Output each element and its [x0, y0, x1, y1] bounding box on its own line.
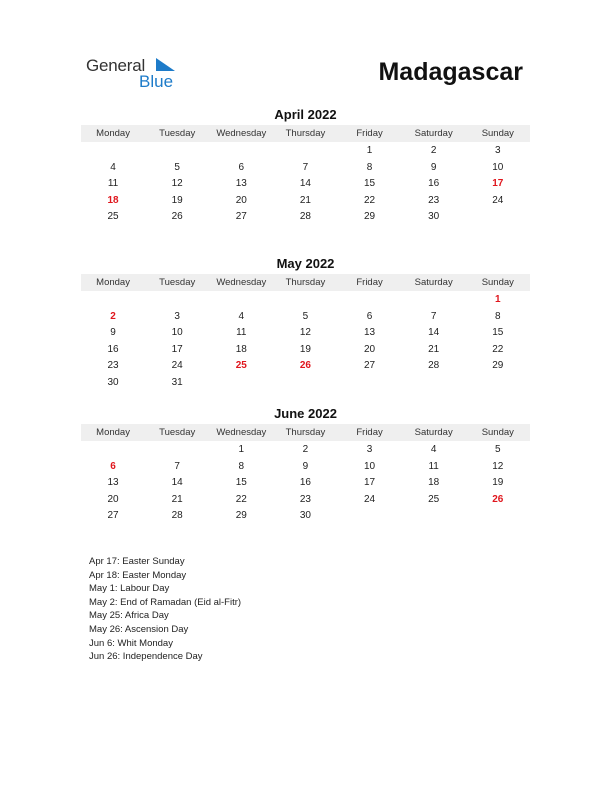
- day-cell: [338, 375, 402, 392]
- holiday-item: Apr 17: Easter Sunday: [89, 556, 185, 567]
- day-cell: 7: [302, 161, 309, 173]
- day-cell: 12: [492, 460, 504, 472]
- day-cell: 7: [430, 310, 437, 322]
- month-title: April 2022: [274, 107, 337, 122]
- weekday-label: Saturday: [414, 277, 453, 288]
- weekday-label: Friday: [356, 128, 383, 139]
- day-cell: 19: [492, 477, 504, 489]
- day-cell: 7: [174, 460, 180, 472]
- day-cell: [145, 292, 209, 309]
- weekday-header: [81, 424, 530, 441]
- day-cell: 1: [238, 444, 245, 455]
- day-cell: 11: [428, 460, 439, 472]
- weekday-label: Saturday: [414, 128, 453, 139]
- day-cell: 18: [235, 343, 247, 355]
- week-row: [81, 442, 530, 459]
- weekday-label: Thursday: [285, 128, 326, 139]
- day-cell: 5: [302, 310, 309, 322]
- week-row: [81, 292, 530, 309]
- holiday-list: [89, 555, 241, 664]
- day-cell: 8: [495, 310, 501, 322]
- day-cell: 21: [428, 343, 440, 355]
- holiday-item: May 26: Ascension Day: [89, 623, 189, 635]
- day-cell: 25: [428, 493, 440, 505]
- holiday-item: Jun 6: Whit Monday: [89, 637, 173, 649]
- day-cell: 3: [495, 145, 501, 156]
- month-title: June 2022: [274, 406, 337, 421]
- day-cell: [209, 143, 273, 160]
- day-cell: 10: [492, 161, 504, 173]
- day-cell: 27: [364, 360, 376, 372]
- holiday-day-cell: 26: [492, 493, 504, 505]
- day-cell: 30: [428, 211, 440, 223]
- weekday-label: Thursday: [285, 427, 326, 438]
- day-cell: 9: [110, 327, 116, 339]
- day-cell: 19: [299, 343, 311, 355]
- weekday-label: Tuesday: [159, 128, 196, 139]
- week-row: [81, 176, 530, 193]
- week-row: [81, 459, 530, 476]
- weekday-label: Friday: [356, 277, 383, 288]
- weekday-label: Monday: [96, 277, 130, 288]
- month-title: May 2022: [276, 256, 335, 271]
- weekday-label: Sunday: [481, 277, 514, 288]
- day-cell: 20: [107, 493, 119, 505]
- day-cell: [81, 143, 145, 160]
- day-cell: 24: [171, 360, 183, 372]
- day-cell: 12: [299, 327, 311, 339]
- week-row: [81, 475, 530, 492]
- day-cell: 13: [107, 477, 119, 489]
- day-cell: [209, 375, 273, 392]
- day-cell: 3: [174, 310, 180, 322]
- day-cell: [145, 442, 209, 459]
- day-cell: 21: [299, 194, 311, 206]
- day-cell: [466, 375, 530, 392]
- week-row: [81, 309, 530, 326]
- day-cell: [273, 143, 337, 160]
- day-cell: 27: [235, 211, 247, 223]
- weekday-label: Tuesday: [159, 277, 196, 288]
- day-cell: [402, 375, 466, 392]
- day-cell: 15: [235, 477, 247, 489]
- brand-logo: [86, 56, 186, 92]
- weekday-label: Sunday: [481, 128, 514, 139]
- day-cell: 23: [299, 493, 311, 505]
- day-cell: 16: [299, 477, 311, 489]
- holiday-day-cell: 1: [495, 294, 501, 305]
- day-cell: 4: [110, 161, 116, 173]
- day-cell: 25: [107, 211, 119, 223]
- day-cell: 2: [302, 444, 309, 455]
- logo-triangle-icon: [154, 58, 176, 72]
- month-weeks: [81, 441, 530, 525]
- day-cell: 28: [428, 360, 440, 372]
- day-cell: 11: [107, 178, 119, 190]
- day-cell: 5: [495, 444, 501, 455]
- day-cell: 28: [299, 211, 311, 223]
- week-row: [81, 325, 530, 342]
- day-cell: 13: [364, 327, 376, 339]
- logo-word-blue: Blue: [139, 72, 174, 91]
- day-cell: 29: [492, 360, 504, 372]
- day-cell: 29: [235, 510, 247, 522]
- week-row: [81, 508, 530, 525]
- day-cell: 1: [366, 145, 373, 156]
- month-may: [81, 255, 530, 392]
- day-cell: 30: [107, 376, 119, 388]
- day-cell: 17: [171, 343, 183, 355]
- holiday-item: May 1: Labour Day: [89, 583, 170, 595]
- day-cell: 23: [428, 194, 440, 206]
- holiday-item: May 2: End of Ramadan (Eid al-Fitr): [89, 596, 242, 608]
- day-cell: 4: [238, 310, 245, 322]
- day-cell: 8: [238, 460, 245, 472]
- country-title: Madagascar: [378, 58, 523, 86]
- day-cell: 17: [364, 477, 376, 489]
- week-row: [81, 492, 530, 509]
- holiday-day-cell: 26: [299, 360, 311, 372]
- day-cell: 9: [430, 161, 437, 173]
- day-cell: [81, 292, 145, 309]
- logo-word-general: General: [86, 56, 146, 75]
- week-row: [81, 193, 530, 210]
- day-cell: 15: [364, 178, 376, 190]
- week-row: [81, 342, 530, 359]
- weekday-label: Wednesday: [216, 277, 267, 288]
- day-cell: 9: [302, 460, 309, 472]
- day-cell: [338, 508, 402, 525]
- week-row: [81, 375, 530, 392]
- day-cell: 5: [174, 161, 180, 173]
- day-cell: 24: [492, 194, 504, 206]
- day-cell: 13: [235, 178, 247, 190]
- day-cell: 10: [171, 327, 183, 339]
- day-cell: [466, 209, 530, 226]
- week-row: [81, 160, 530, 177]
- holiday-day-cell: 2: [110, 310, 116, 322]
- day-cell: [466, 508, 530, 525]
- day-cell: 21: [171, 493, 183, 505]
- day-cell: 24: [364, 493, 376, 505]
- holiday-day-cell: 6: [110, 460, 116, 472]
- weekday-header: [81, 274, 530, 291]
- day-cell: [209, 292, 273, 309]
- weekday-header: [81, 125, 530, 142]
- day-cell: 18: [428, 477, 440, 489]
- week-row: [81, 143, 530, 160]
- weekday-label: Wednesday: [216, 128, 267, 139]
- month-weeks: [81, 291, 530, 392]
- day-cell: 8: [366, 161, 373, 173]
- weekday-label: Saturday: [414, 427, 453, 438]
- holiday-item: Apr 18: Easter Monday: [89, 569, 187, 581]
- day-cell: 29: [364, 211, 376, 223]
- day-cell: 4: [430, 444, 437, 455]
- day-cell: 19: [171, 194, 183, 206]
- weekday-label: Monday: [96, 427, 130, 438]
- day-cell: 22: [235, 493, 247, 505]
- day-cell: [273, 375, 337, 392]
- week-row: [81, 358, 530, 375]
- day-cell: 27: [107, 510, 119, 522]
- day-cell: 16: [107, 343, 119, 355]
- day-cell: 2: [430, 145, 437, 156]
- day-cell: [402, 508, 466, 525]
- day-cell: 26: [171, 211, 183, 223]
- day-cell: [338, 292, 402, 309]
- day-cell: 6: [238, 161, 245, 173]
- holiday-day-cell: 17: [492, 178, 504, 190]
- day-cell: 14: [428, 327, 440, 339]
- day-cell: 14: [299, 178, 311, 190]
- day-cell: 28: [171, 510, 183, 522]
- holiday-day-cell: 25: [235, 360, 247, 372]
- day-cell: [145, 143, 209, 160]
- day-cell: 15: [492, 327, 504, 339]
- day-cell: 30: [299, 510, 311, 522]
- day-cell: [81, 442, 145, 459]
- weekday-label: Friday: [356, 427, 383, 438]
- day-cell: 6: [366, 310, 373, 322]
- holiday-day-cell: 18: [107, 194, 119, 206]
- day-cell: 20: [364, 343, 376, 355]
- month-april: [81, 106, 530, 226]
- day-cell: 22: [364, 194, 376, 206]
- day-cell: 11: [236, 327, 247, 339]
- holiday-item: May 25: Africa Day: [89, 610, 169, 622]
- day-cell: 31: [171, 376, 183, 388]
- day-cell: 14: [171, 477, 183, 489]
- weekday-label: Monday: [96, 128, 130, 139]
- day-cell: 22: [492, 343, 504, 355]
- day-cell: [273, 292, 337, 309]
- holiday-item: Jun 26: Independence Day: [89, 651, 203, 663]
- day-cell: 12: [171, 178, 183, 190]
- weekday-label: Sunday: [481, 427, 514, 438]
- day-cell: 20: [235, 194, 247, 206]
- day-cell: 10: [364, 460, 376, 472]
- day-cell: 3: [366, 444, 373, 455]
- day-cell: 16: [428, 178, 440, 190]
- weekday-label: Thursday: [285, 277, 326, 288]
- weekday-label: Wednesday: [216, 427, 267, 438]
- day-cell: [402, 292, 466, 309]
- month-weeks: [81, 142, 530, 226]
- weekday-label: Tuesday: [159, 427, 196, 438]
- day-cell: 23: [107, 360, 119, 372]
- month-june: [81, 405, 530, 525]
- week-row: [81, 209, 530, 226]
